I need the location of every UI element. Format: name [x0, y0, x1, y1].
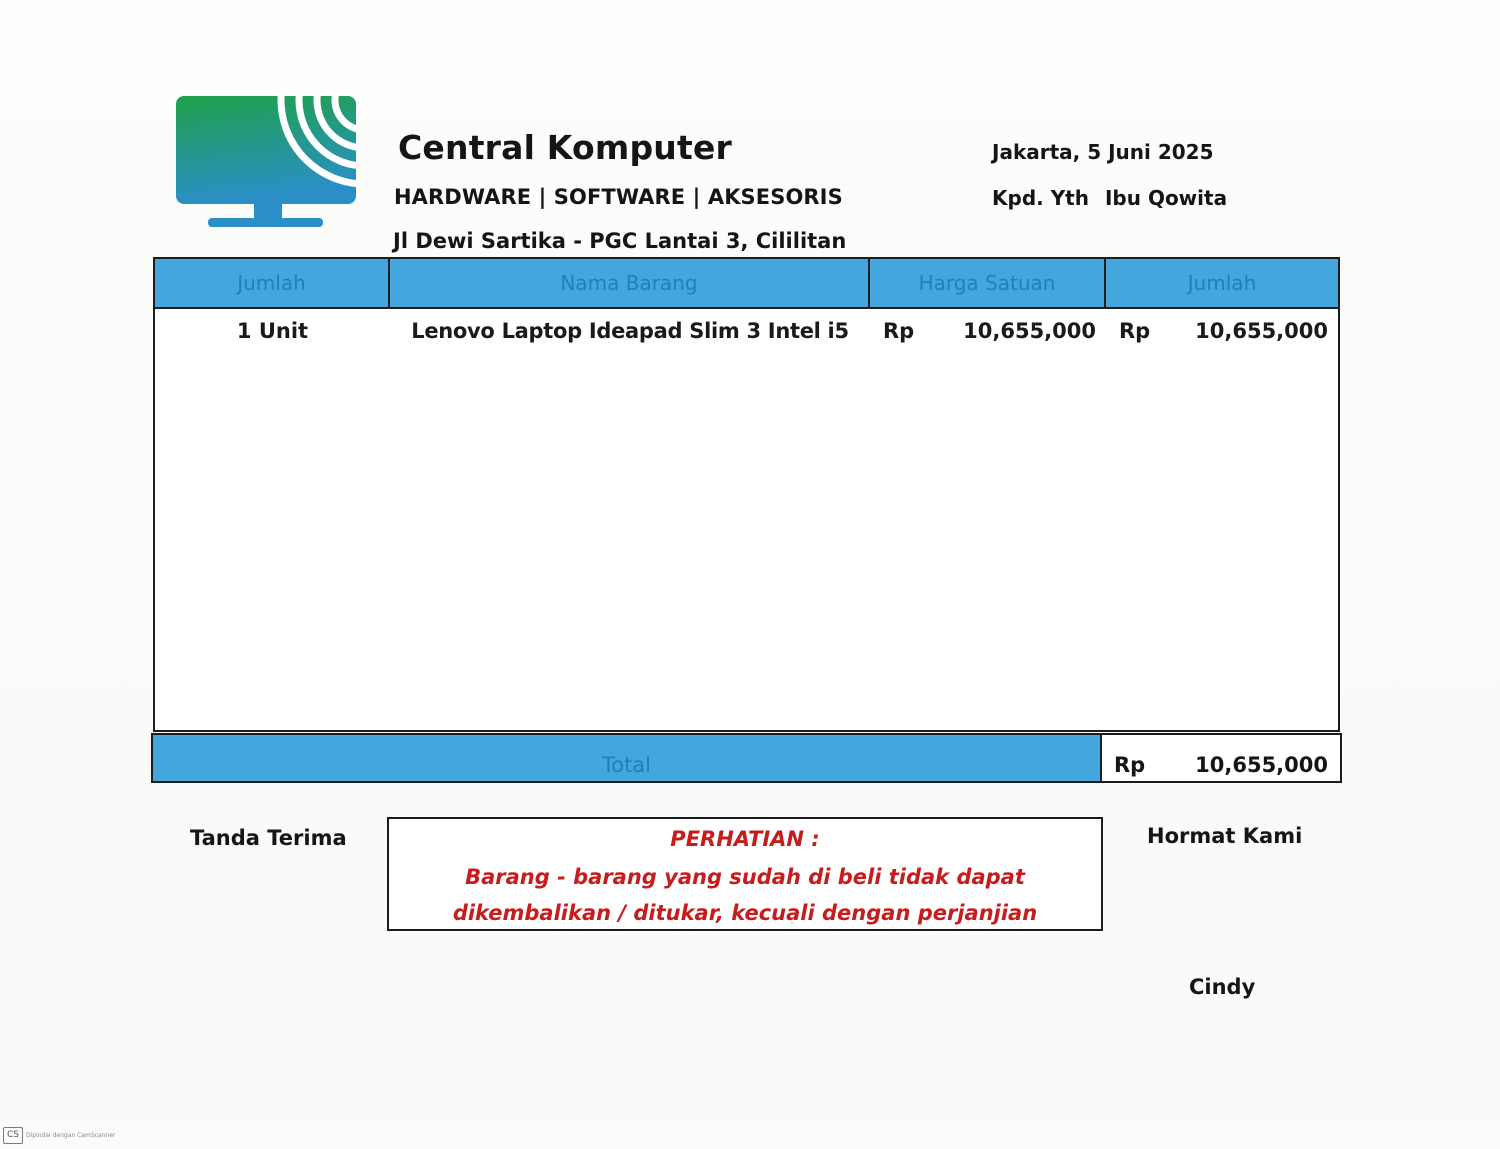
camscanner-logo-icon: CS	[3, 1127, 23, 1144]
recipient-line	[992, 186, 1227, 210]
company-address: Jl Dewi Sartika - PGC Lantai 3, Cililitan	[393, 229, 847, 253]
notice-title: PERHATIAN :	[670, 827, 820, 851]
unit-price-currency: Rp	[883, 319, 915, 343]
invoice-date: Jakarta, 5 Juni 2025	[992, 140, 1214, 164]
total-label: Total	[601, 753, 652, 777]
items-table	[153, 257, 1340, 732]
notice-text-line-1: Barang - barang yang sudah di beli tidak dapat	[465, 865, 1025, 889]
signer-name: Cindy	[1189, 975, 1256, 999]
receiver-signature-label: Tanda Terima	[190, 826, 347, 850]
sender-signature-label: Hormat Kami	[1147, 824, 1303, 848]
column-header-line-total: Jumlah	[1187, 271, 1257, 295]
column-header-quantity: Jumlah	[155, 259, 390, 307]
column-header-unit-price: Harga Satuan	[870, 259, 1106, 307]
unit-price-value: 10,655,000	[963, 319, 1096, 343]
recipient-name: Ibu Qowita	[1104, 186, 1228, 210]
line-total-currency: Rp	[1119, 319, 1151, 343]
total-value: 10,655,000	[1195, 753, 1328, 777]
column-header-item-name: Nama Barang	[390, 259, 870, 307]
monitor-logo-icon	[170, 90, 365, 235]
camscanner-caption: Dipindai dengan CamScanner	[26, 1132, 116, 1139]
table-row	[155, 319, 1338, 349]
row-item-name: Lenovo Laptop Ideapad Slim 3 Intel i5	[411, 319, 849, 343]
company-tagline: HARDWARE | SOFTWARE | AKSESORIS	[394, 185, 843, 209]
recipient-prefix: Kpd. Yth	[992, 186, 1089, 210]
notice-box	[387, 817, 1103, 931]
total-bar	[151, 733, 1102, 783]
company-name: Central Komputer	[398, 128, 733, 167]
table-header	[155, 259, 1338, 309]
notice-text-line-2: dikembalikan / ditukar, kecuali dengan perjanjian	[452, 901, 1038, 925]
row-line-total	[1106, 319, 1338, 349]
row-unit-price	[870, 319, 1106, 349]
total-currency: Rp	[1114, 753, 1146, 777]
line-total-value: 10,655,000	[1195, 319, 1328, 343]
total-amount	[1102, 733, 1342, 783]
row-quantity: 1 Unit	[236, 319, 309, 343]
